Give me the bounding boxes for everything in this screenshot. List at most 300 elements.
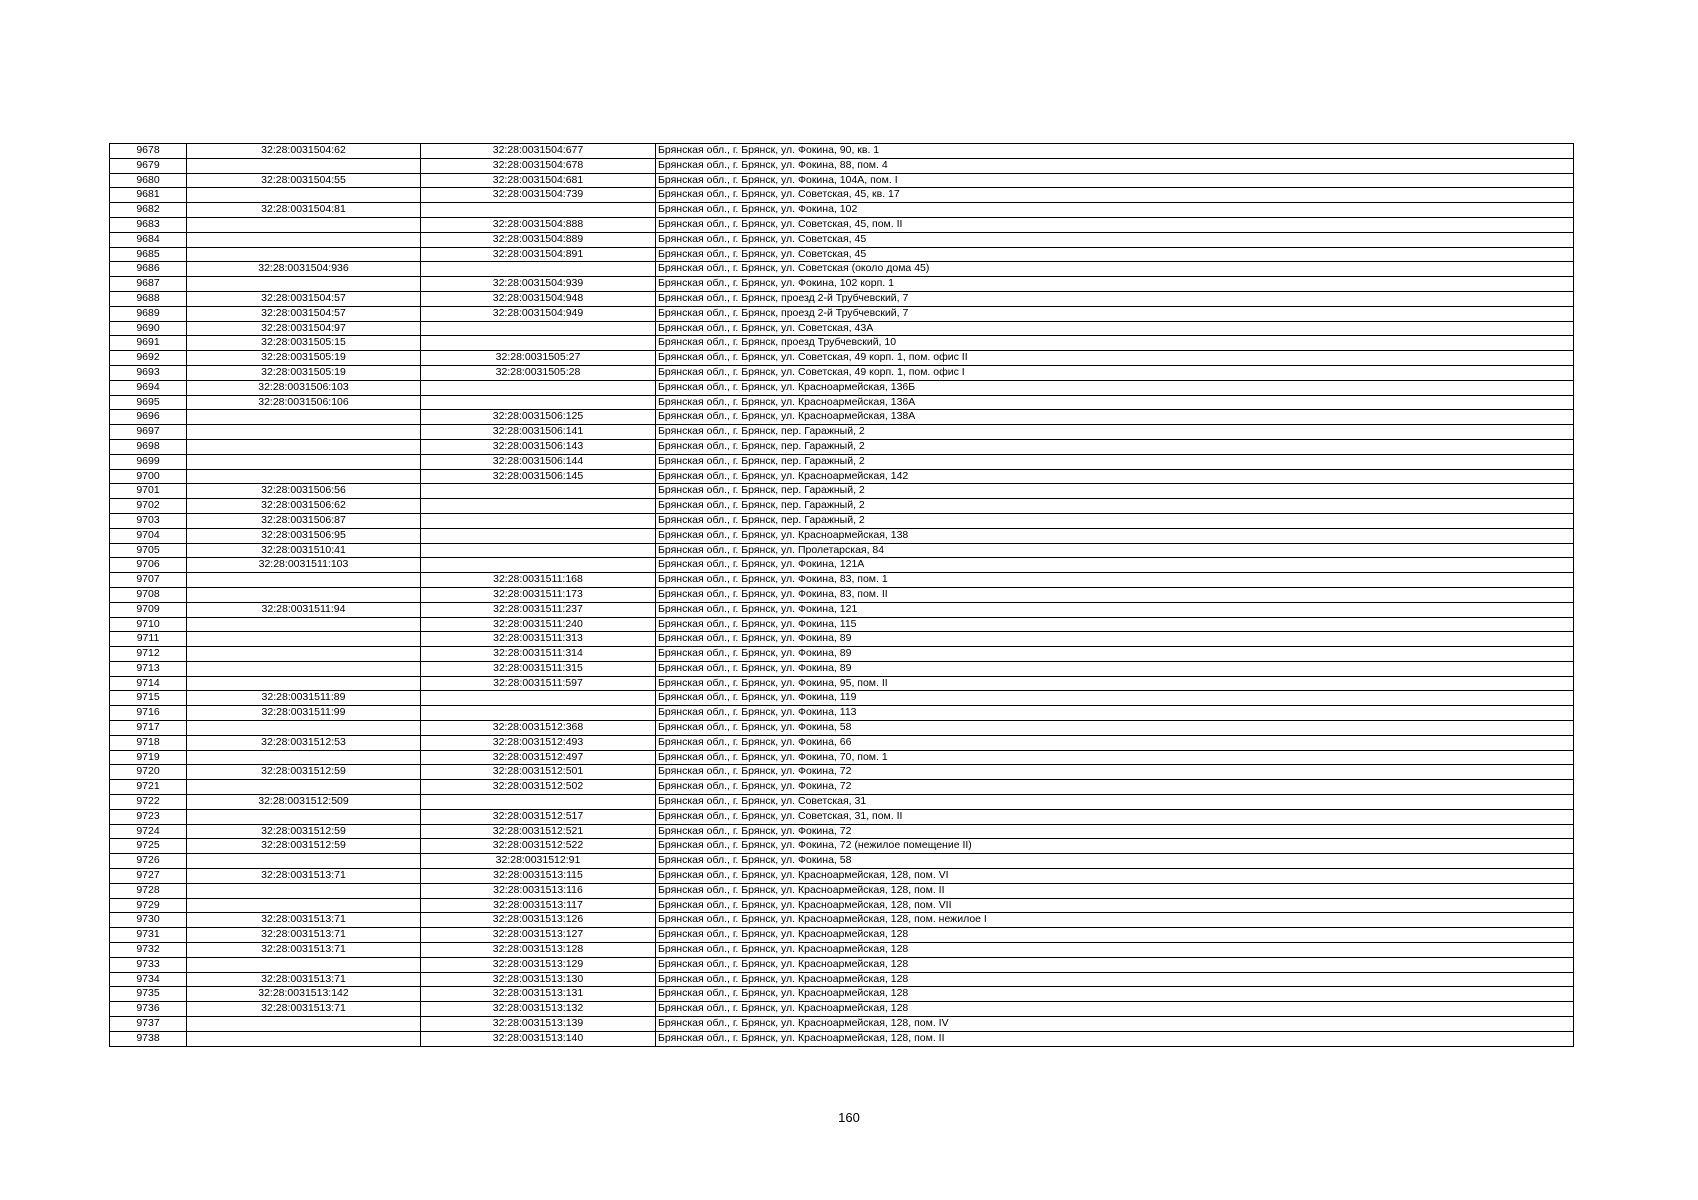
- building-cadastral-number-cell: 32:28:0031506:144: [421, 454, 656, 469]
- address-cell: Брянская обл., г. Брянск, пер. Гаражный, 2: [656, 454, 1574, 469]
- page-number: 160: [838, 1110, 860, 1125]
- table-row: [110, 721, 1574, 736]
- building-cadastral-number-cell: [421, 795, 656, 810]
- address-cell: Брянская обл., г. Брянск, ул. Советская, 45, пом. II: [656, 217, 1574, 232]
- building-cadastral-number-cell: [421, 484, 656, 499]
- land-cadastral-number-cell: 32:28:0031512:509: [187, 795, 421, 810]
- address-cell: Брянская обл., г. Брянск, ул. Фокина, 72 (нежилое помещение II): [656, 839, 1574, 854]
- address-cell: Брянская обл., г. Брянск, ул. Фокина, 72: [656, 765, 1574, 780]
- table-row: [110, 528, 1574, 543]
- building-cadastral-number-cell: [421, 336, 656, 351]
- row-number-cell: 9734: [110, 972, 187, 987]
- building-cadastral-number-cell: 32:28:0031512:521: [421, 824, 656, 839]
- address-cell: Брянская обл., г. Брянск, ул. Красноармейская, 128: [656, 957, 1574, 972]
- row-number-cell: 9703: [110, 513, 187, 528]
- address-cell: Брянская обл., г. Брянск, ул. Советская (около дома 45): [656, 262, 1574, 277]
- building-cadastral-number-cell: 32:28:0031513:115: [421, 869, 656, 884]
- land-cadastral-number-cell: [187, 957, 421, 972]
- row-number-cell: 9726: [110, 854, 187, 869]
- address-cell: Брянская обл., г. Брянск, ул. Красноармейская, 128: [656, 943, 1574, 958]
- building-cadastral-number-cell: 32:28:0031504:739: [421, 188, 656, 203]
- address-cell: Брянская обл., г. Брянск, проезд 2-й Трубчевский, 7: [656, 291, 1574, 306]
- address-cell: Брянская обл., г. Брянск, пер. Гаражный, 2: [656, 513, 1574, 528]
- row-number-cell: 9737: [110, 1017, 187, 1032]
- land-cadastral-number-cell: 32:28:0031513:71: [187, 943, 421, 958]
- land-cadastral-number-cell: 32:28:0031513:71: [187, 869, 421, 884]
- address-cell: Брянская обл., г. Брянск, пер. Гаражный, 2: [656, 484, 1574, 499]
- land-cadastral-number-cell: 32:28:0031512:53: [187, 735, 421, 750]
- address-cell: Брянская обл., г. Брянск, ул. Красноармейская, 128: [656, 1002, 1574, 1017]
- table-row: [110, 869, 1574, 884]
- table-row: [110, 632, 1574, 647]
- row-number-cell: 9715: [110, 691, 187, 706]
- property-registry-table: [109, 143, 1574, 1047]
- table-row: [110, 883, 1574, 898]
- table-row: [110, 706, 1574, 721]
- address-cell: Брянская обл., г. Брянск, ул. Красноармейская, 128, пом. IV: [656, 1017, 1574, 1032]
- building-cadastral-number-cell: 32:28:0031512:493: [421, 735, 656, 750]
- table-row: [110, 839, 1574, 854]
- row-number-cell: 9687: [110, 277, 187, 292]
- table-row: [110, 957, 1574, 972]
- row-number-cell: 9693: [110, 365, 187, 380]
- table-row: [110, 410, 1574, 425]
- building-cadastral-number-cell: [421, 543, 656, 558]
- land-cadastral-number-cell: 32:28:0031511:103: [187, 558, 421, 573]
- land-cadastral-number-cell: 32:28:0031506:95: [187, 528, 421, 543]
- address-cell: Брянская обл., г. Брянск, пер. Гаражный, 2: [656, 499, 1574, 514]
- address-cell: Брянская обл., г. Брянск, ул. Красноармейская, 138А: [656, 410, 1574, 425]
- table-row: [110, 617, 1574, 632]
- row-number-cell: 9711: [110, 632, 187, 647]
- address-cell: Брянская обл., г. Брянск, ул. Советская, 45: [656, 232, 1574, 247]
- row-number-cell: 9708: [110, 587, 187, 602]
- table-row: [110, 913, 1574, 928]
- registry-table-body: [110, 144, 1574, 1047]
- building-cadastral-number-cell: 32:28:0031511:173: [421, 587, 656, 602]
- table-row: [110, 824, 1574, 839]
- table-row: [110, 1017, 1574, 1032]
- address-cell: Брянская обл., г. Брянск, ул. Фокина, 66: [656, 735, 1574, 750]
- building-cadastral-number-cell: 32:28:0031513:140: [421, 1031, 656, 1046]
- land-cadastral-number-cell: [187, 721, 421, 736]
- building-cadastral-number-cell: 32:28:0031512:368: [421, 721, 656, 736]
- table-row: [110, 795, 1574, 810]
- building-cadastral-number-cell: 32:28:0031511:237: [421, 602, 656, 617]
- table-row: [110, 558, 1574, 573]
- address-cell: Брянская обл., г. Брянск, ул. Красноармейская, 128, пом. II: [656, 883, 1574, 898]
- land-cadastral-number-cell: [187, 661, 421, 676]
- table-row: [110, 217, 1574, 232]
- table-row: [110, 676, 1574, 691]
- table-row: [110, 365, 1574, 380]
- land-cadastral-number-cell: [187, 158, 421, 173]
- address-cell: Брянская обл., г. Брянск, ул. Фокина, 119: [656, 691, 1574, 706]
- table-row: [110, 306, 1574, 321]
- address-cell: Брянская обл., г. Брянск, ул. Фокина, 104А, пом. I: [656, 173, 1574, 188]
- table-row: [110, 291, 1574, 306]
- land-cadastral-number-cell: 32:28:0031504:97: [187, 321, 421, 336]
- row-number-cell: 9713: [110, 661, 187, 676]
- row-number-cell: 9705: [110, 543, 187, 558]
- row-number-cell: 9728: [110, 883, 187, 898]
- row-number-cell: 9720: [110, 765, 187, 780]
- table-row: [110, 809, 1574, 824]
- land-cadastral-number-cell: 32:28:0031506:103: [187, 380, 421, 395]
- building-cadastral-number-cell: 32:28:0031504:948: [421, 291, 656, 306]
- row-number-cell: 9723: [110, 809, 187, 824]
- row-number-cell: 9714: [110, 676, 187, 691]
- building-cadastral-number-cell: 32:28:0031504:888: [421, 217, 656, 232]
- table-row: [110, 454, 1574, 469]
- row-number-cell: 9684: [110, 232, 187, 247]
- table-row: [110, 735, 1574, 750]
- address-cell: Брянская обл., г. Брянск, ул. Фокина, 72: [656, 824, 1574, 839]
- row-number-cell: 9680: [110, 173, 187, 188]
- land-cadastral-number-cell: 32:28:0031506:87: [187, 513, 421, 528]
- address-cell: Брянская обл., г. Брянск, ул. Фокина, 121А: [656, 558, 1574, 573]
- address-cell: Брянская обл., г. Брянск, ул. Фокина, 88, пом. 4: [656, 158, 1574, 173]
- row-number-cell: 9702: [110, 499, 187, 514]
- address-cell: Брянская обл., г. Брянск, ул. Красноармейская, 138: [656, 528, 1574, 543]
- land-cadastral-number-cell: 32:28:0031504:62: [187, 144, 421, 159]
- address-cell: Брянская обл., г. Брянск, ул. Советская, 43А: [656, 321, 1574, 336]
- address-cell: Брянская обл., г. Брянск, ул. Фокина, 89: [656, 661, 1574, 676]
- building-cadastral-number-cell: 32:28:0031513:130: [421, 972, 656, 987]
- land-cadastral-number-cell: [187, 617, 421, 632]
- land-cadastral-number-cell: 32:28:0031511:94: [187, 602, 421, 617]
- building-cadastral-number-cell: [421, 528, 656, 543]
- row-number-cell: 9688: [110, 291, 187, 306]
- address-cell: Брянская обл., г. Брянск, ул. Советская, 45, кв. 17: [656, 188, 1574, 203]
- building-cadastral-number-cell: 32:28:0031504:681: [421, 173, 656, 188]
- row-number-cell: 9727: [110, 869, 187, 884]
- table-row: [110, 780, 1574, 795]
- land-cadastral-number-cell: [187, 1031, 421, 1046]
- land-cadastral-number-cell: 32:28:0031506:106: [187, 395, 421, 410]
- land-cadastral-number-cell: [187, 247, 421, 262]
- land-cadastral-number-cell: [187, 410, 421, 425]
- row-number-cell: 9712: [110, 647, 187, 662]
- table-row: [110, 173, 1574, 188]
- building-cadastral-number-cell: 32:28:0031513:126: [421, 913, 656, 928]
- building-cadastral-number-cell: 32:28:0031506:143: [421, 439, 656, 454]
- table-row: [110, 469, 1574, 484]
- address-cell: Брянская обл., г. Брянск, ул. Советская, 31: [656, 795, 1574, 810]
- land-cadastral-number-cell: 32:28:0031506:62: [187, 499, 421, 514]
- building-cadastral-number-cell: 32:28:0031511:597: [421, 676, 656, 691]
- building-cadastral-number-cell: 32:28:0031504:891: [421, 247, 656, 262]
- building-cadastral-number-cell: 32:28:0031504:889: [421, 232, 656, 247]
- building-cadastral-number-cell: [421, 499, 656, 514]
- land-cadastral-number-cell: 32:28:0031505:19: [187, 351, 421, 366]
- table-row: [110, 898, 1574, 913]
- address-cell: Брянская обл., г. Брянск, ул. Красноармейская, 128, пом. VI: [656, 869, 1574, 884]
- building-cadastral-number-cell: 32:28:0031512:501: [421, 765, 656, 780]
- row-number-cell: 9694: [110, 380, 187, 395]
- row-number-cell: 9691: [110, 336, 187, 351]
- land-cadastral-number-cell: 32:28:0031513:71: [187, 1002, 421, 1017]
- row-number-cell: 9731: [110, 928, 187, 943]
- land-cadastral-number-cell: 32:28:0031513:71: [187, 913, 421, 928]
- land-cadastral-number-cell: 32:28:0031504:81: [187, 203, 421, 218]
- row-number-cell: 9729: [110, 898, 187, 913]
- table-row: [110, 203, 1574, 218]
- address-cell: Брянская обл., г. Брянск, ул. Красноармейская, 128, пом. нежилое I: [656, 913, 1574, 928]
- address-cell: Брянская обл., г. Брянск, ул. Фокина, 58: [656, 721, 1574, 736]
- table-row: [110, 439, 1574, 454]
- land-cadastral-number-cell: [187, 780, 421, 795]
- row-number-cell: 9685: [110, 247, 187, 262]
- address-cell: Брянская обл., г. Брянск, ул. Фокина, 89: [656, 647, 1574, 662]
- building-cadastral-number-cell: [421, 321, 656, 336]
- address-cell: Брянская обл., г. Брянск, ул. Фокина, 89: [656, 632, 1574, 647]
- row-number-cell: 9700: [110, 469, 187, 484]
- table-row: [110, 928, 1574, 943]
- address-cell: Брянская обл., г. Брянск, ул. Советская, 45: [656, 247, 1574, 262]
- table-row: [110, 1002, 1574, 1017]
- table-row: [110, 247, 1574, 262]
- land-cadastral-number-cell: [187, 232, 421, 247]
- table-row: [110, 543, 1574, 558]
- row-number-cell: 9696: [110, 410, 187, 425]
- land-cadastral-number-cell: 32:28:0031504:57: [187, 306, 421, 321]
- table-row: [110, 144, 1574, 159]
- row-number-cell: 9709: [110, 602, 187, 617]
- building-cadastral-number-cell: 32:28:0031511:313: [421, 632, 656, 647]
- address-cell: Брянская обл., г. Брянск, ул. Пролетарская, 84: [656, 543, 1574, 558]
- building-cadastral-number-cell: 32:28:0031506:145: [421, 469, 656, 484]
- building-cadastral-number-cell: 32:28:0031513:128: [421, 943, 656, 958]
- table-row: [110, 499, 1574, 514]
- row-number-cell: 9689: [110, 306, 187, 321]
- building-cadastral-number-cell: [421, 706, 656, 721]
- building-cadastral-number-cell: 32:28:0031513:131: [421, 987, 656, 1002]
- building-cadastral-number-cell: 32:28:0031506:141: [421, 425, 656, 440]
- row-number-cell: 9733: [110, 957, 187, 972]
- address-cell: Брянская обл., г. Брянск, ул. Красноармейская, 136Б: [656, 380, 1574, 395]
- table-row: [110, 395, 1574, 410]
- building-cadastral-number-cell: [421, 691, 656, 706]
- row-number-cell: 9706: [110, 558, 187, 573]
- row-number-cell: 9736: [110, 1002, 187, 1017]
- land-cadastral-number-cell: 32:28:0031504:55: [187, 173, 421, 188]
- row-number-cell: 9707: [110, 573, 187, 588]
- address-cell: Брянская обл., г. Брянск, ул. Фокина, 113: [656, 706, 1574, 721]
- building-cadastral-number-cell: [421, 203, 656, 218]
- land-cadastral-number-cell: [187, 809, 421, 824]
- land-cadastral-number-cell: 32:28:0031505:15: [187, 336, 421, 351]
- building-cadastral-number-cell: [421, 262, 656, 277]
- building-cadastral-number-cell: 32:28:0031505:27: [421, 351, 656, 366]
- land-cadastral-number-cell: 32:28:0031513:71: [187, 972, 421, 987]
- building-cadastral-number-cell: 32:28:0031512:502: [421, 780, 656, 795]
- address-cell: Брянская обл., г. Брянск, ул. Красноармейская, 128, пом. VII: [656, 898, 1574, 913]
- land-cadastral-number-cell: [187, 854, 421, 869]
- table-row: [110, 661, 1574, 676]
- building-cadastral-number-cell: 32:28:0031504:677: [421, 144, 656, 159]
- building-cadastral-number-cell: 32:28:0031512:517: [421, 809, 656, 824]
- land-cadastral-number-cell: [187, 587, 421, 602]
- address-cell: Брянская обл., г. Брянск, ул. Фокина, 90, кв. 1: [656, 144, 1574, 159]
- land-cadastral-number-cell: [187, 454, 421, 469]
- building-cadastral-number-cell: 32:28:0031504:949: [421, 306, 656, 321]
- row-number-cell: 9738: [110, 1031, 187, 1046]
- table-row: [110, 262, 1574, 277]
- land-cadastral-number-cell: 32:28:0031506:56: [187, 484, 421, 499]
- table-row: [110, 691, 1574, 706]
- land-cadastral-number-cell: 32:28:0031511:99: [187, 706, 421, 721]
- table-row: [110, 573, 1574, 588]
- table-row: [110, 943, 1574, 958]
- table-row: [110, 484, 1574, 499]
- building-cadastral-number-cell: 32:28:0031513:129: [421, 957, 656, 972]
- row-number-cell: 9697: [110, 425, 187, 440]
- table-row: [110, 158, 1574, 173]
- row-number-cell: 9679: [110, 158, 187, 173]
- land-cadastral-number-cell: [187, 898, 421, 913]
- row-number-cell: 9681: [110, 188, 187, 203]
- row-number-cell: 9683: [110, 217, 187, 232]
- building-cadastral-number-cell: 32:28:0031513:117: [421, 898, 656, 913]
- row-number-cell: 9719: [110, 750, 187, 765]
- address-cell: Брянская обл., г. Брянск, ул. Красноармейская, 128, пом. II: [656, 1031, 1574, 1046]
- building-cadastral-number-cell: 32:28:0031513:139: [421, 1017, 656, 1032]
- table-row: [110, 513, 1574, 528]
- row-number-cell: 9722: [110, 795, 187, 810]
- land-cadastral-number-cell: [187, 632, 421, 647]
- address-cell: Брянская обл., г. Брянск, ул. Красноармейская, 128: [656, 987, 1574, 1002]
- address-cell: Брянская обл., г. Брянск, ул. Фокина, 72: [656, 780, 1574, 795]
- land-cadastral-number-cell: 32:28:0031513:142: [187, 987, 421, 1002]
- land-cadastral-number-cell: 32:28:0031511:89: [187, 691, 421, 706]
- land-cadastral-number-cell: [187, 750, 421, 765]
- table-row: [110, 587, 1574, 602]
- table-row: [110, 336, 1574, 351]
- row-number-cell: 9735: [110, 987, 187, 1002]
- land-cadastral-number-cell: 32:28:0031513:71: [187, 928, 421, 943]
- row-number-cell: 9699: [110, 454, 187, 469]
- building-cadastral-number-cell: 32:28:0031513:116: [421, 883, 656, 898]
- table-row: [110, 425, 1574, 440]
- address-cell: Брянская обл., г. Брянск, пер. Гаражный, 2: [656, 425, 1574, 440]
- table-row: [110, 972, 1574, 987]
- land-cadastral-number-cell: [187, 439, 421, 454]
- row-number-cell: 9718: [110, 735, 187, 750]
- row-number-cell: 9717: [110, 721, 187, 736]
- building-cadastral-number-cell: [421, 558, 656, 573]
- land-cadastral-number-cell: [187, 425, 421, 440]
- table-row: [110, 1031, 1574, 1046]
- address-cell: Брянская обл., г. Брянск, ул. Фокина, 102 корп. 1: [656, 277, 1574, 292]
- table-row: [110, 987, 1574, 1002]
- table-row: [110, 277, 1574, 292]
- table-row: [110, 854, 1574, 869]
- table-row: [110, 232, 1574, 247]
- land-cadastral-number-cell: 32:28:0031510:41: [187, 543, 421, 558]
- land-cadastral-number-cell: [187, 277, 421, 292]
- address-cell: Брянская обл., г. Брянск, ул. Фокина, 121: [656, 602, 1574, 617]
- address-cell: Брянская обл., г. Брянск, проезд 2-й Трубчевский, 7: [656, 306, 1574, 321]
- row-number-cell: 9678: [110, 144, 187, 159]
- address-cell: Брянская обл., г. Брянск, ул. Советская, 49 корп. 1, пом. офис I: [656, 365, 1574, 380]
- address-cell: Брянская обл., г. Брянск, ул. Фокина, 58: [656, 854, 1574, 869]
- building-cadastral-number-cell: 32:28:0031512:91: [421, 854, 656, 869]
- land-cadastral-number-cell: 32:28:0031512:59: [187, 765, 421, 780]
- address-cell: Брянская обл., г. Брянск, ул. Красноармейская, 128: [656, 972, 1574, 987]
- table-row: [110, 188, 1574, 203]
- table-row: [110, 380, 1574, 395]
- land-cadastral-number-cell: [187, 217, 421, 232]
- building-cadastral-number-cell: [421, 395, 656, 410]
- row-number-cell: 9701: [110, 484, 187, 499]
- building-cadastral-number-cell: 32:28:0031511:240: [421, 617, 656, 632]
- address-cell: Брянская обл., г. Брянск, ул. Фокина, 83, пом. II: [656, 587, 1574, 602]
- building-cadastral-number-cell: 32:28:0031511:168: [421, 573, 656, 588]
- address-cell: Брянская обл., г. Брянск, ул. Красноармейская, 142: [656, 469, 1574, 484]
- land-cadastral-number-cell: [187, 469, 421, 484]
- building-cadastral-number-cell: [421, 513, 656, 528]
- table-row: [110, 750, 1574, 765]
- building-cadastral-number-cell: 32:28:0031513:132: [421, 1002, 656, 1017]
- address-cell: Брянская обл., г. Брянск, проезд Трубчевский, 10: [656, 336, 1574, 351]
- address-cell: Брянская обл., г. Брянск, пер. Гаражный, 2: [656, 439, 1574, 454]
- land-cadastral-number-cell: 32:28:0031505:19: [187, 365, 421, 380]
- building-cadastral-number-cell: 32:28:0031513:127: [421, 928, 656, 943]
- table-row: [110, 602, 1574, 617]
- row-number-cell: 9732: [110, 943, 187, 958]
- row-number-cell: 9686: [110, 262, 187, 277]
- address-cell: Брянская обл., г. Брянск, ул. Фокина, 83, пом. 1: [656, 573, 1574, 588]
- land-cadastral-number-cell: [187, 188, 421, 203]
- address-cell: Брянская обл., г. Брянск, ул. Советская, 49 корп. 1, пом. офис II: [656, 351, 1574, 366]
- row-number-cell: 9710: [110, 617, 187, 632]
- address-cell: Брянская обл., г. Брянск, ул. Фокина, 70, пом. 1: [656, 750, 1574, 765]
- row-number-cell: 9692: [110, 351, 187, 366]
- building-cadastral-number-cell: 32:28:0031504:939: [421, 277, 656, 292]
- table-row: [110, 351, 1574, 366]
- land-cadastral-number-cell: [187, 676, 421, 691]
- land-cadastral-number-cell: [187, 573, 421, 588]
- row-number-cell: 9704: [110, 528, 187, 543]
- address-cell: Брянская обл., г. Брянск, ул. Фокина, 95, пом. II: [656, 676, 1574, 691]
- land-cadastral-number-cell: [187, 1017, 421, 1032]
- land-cadastral-number-cell: [187, 647, 421, 662]
- address-cell: Брянская обл., г. Брянск, ул. Красноармейская, 136А: [656, 395, 1574, 410]
- row-number-cell: 9690: [110, 321, 187, 336]
- building-cadastral-number-cell: 32:28:0031512:522: [421, 839, 656, 854]
- building-cadastral-number-cell: 32:28:0031504:678: [421, 158, 656, 173]
- building-cadastral-number-cell: 32:28:0031511:314: [421, 647, 656, 662]
- building-cadastral-number-cell: [421, 380, 656, 395]
- building-cadastral-number-cell: 32:28:0031512:497: [421, 750, 656, 765]
- address-cell: Брянская обл., г. Брянск, ул. Фокина, 115: [656, 617, 1574, 632]
- table-row: [110, 647, 1574, 662]
- land-cadastral-number-cell: 32:28:0031504:936: [187, 262, 421, 277]
- row-number-cell: 9716: [110, 706, 187, 721]
- land-cadastral-number-cell: 32:28:0031504:57: [187, 291, 421, 306]
- row-number-cell: 9730: [110, 913, 187, 928]
- row-number-cell: 9721: [110, 780, 187, 795]
- row-number-cell: 9724: [110, 824, 187, 839]
- land-cadastral-number-cell: 32:28:0031512:59: [187, 839, 421, 854]
- land-cadastral-number-cell: 32:28:0031512:59: [187, 824, 421, 839]
- land-cadastral-number-cell: [187, 883, 421, 898]
- building-cadastral-number-cell: 32:28:0031505:28: [421, 365, 656, 380]
- row-number-cell: 9695: [110, 395, 187, 410]
- address-cell: Брянская обл., г. Брянск, ул. Советская, 31, пом. II: [656, 809, 1574, 824]
- building-cadastral-number-cell: 32:28:0031511:315: [421, 661, 656, 676]
